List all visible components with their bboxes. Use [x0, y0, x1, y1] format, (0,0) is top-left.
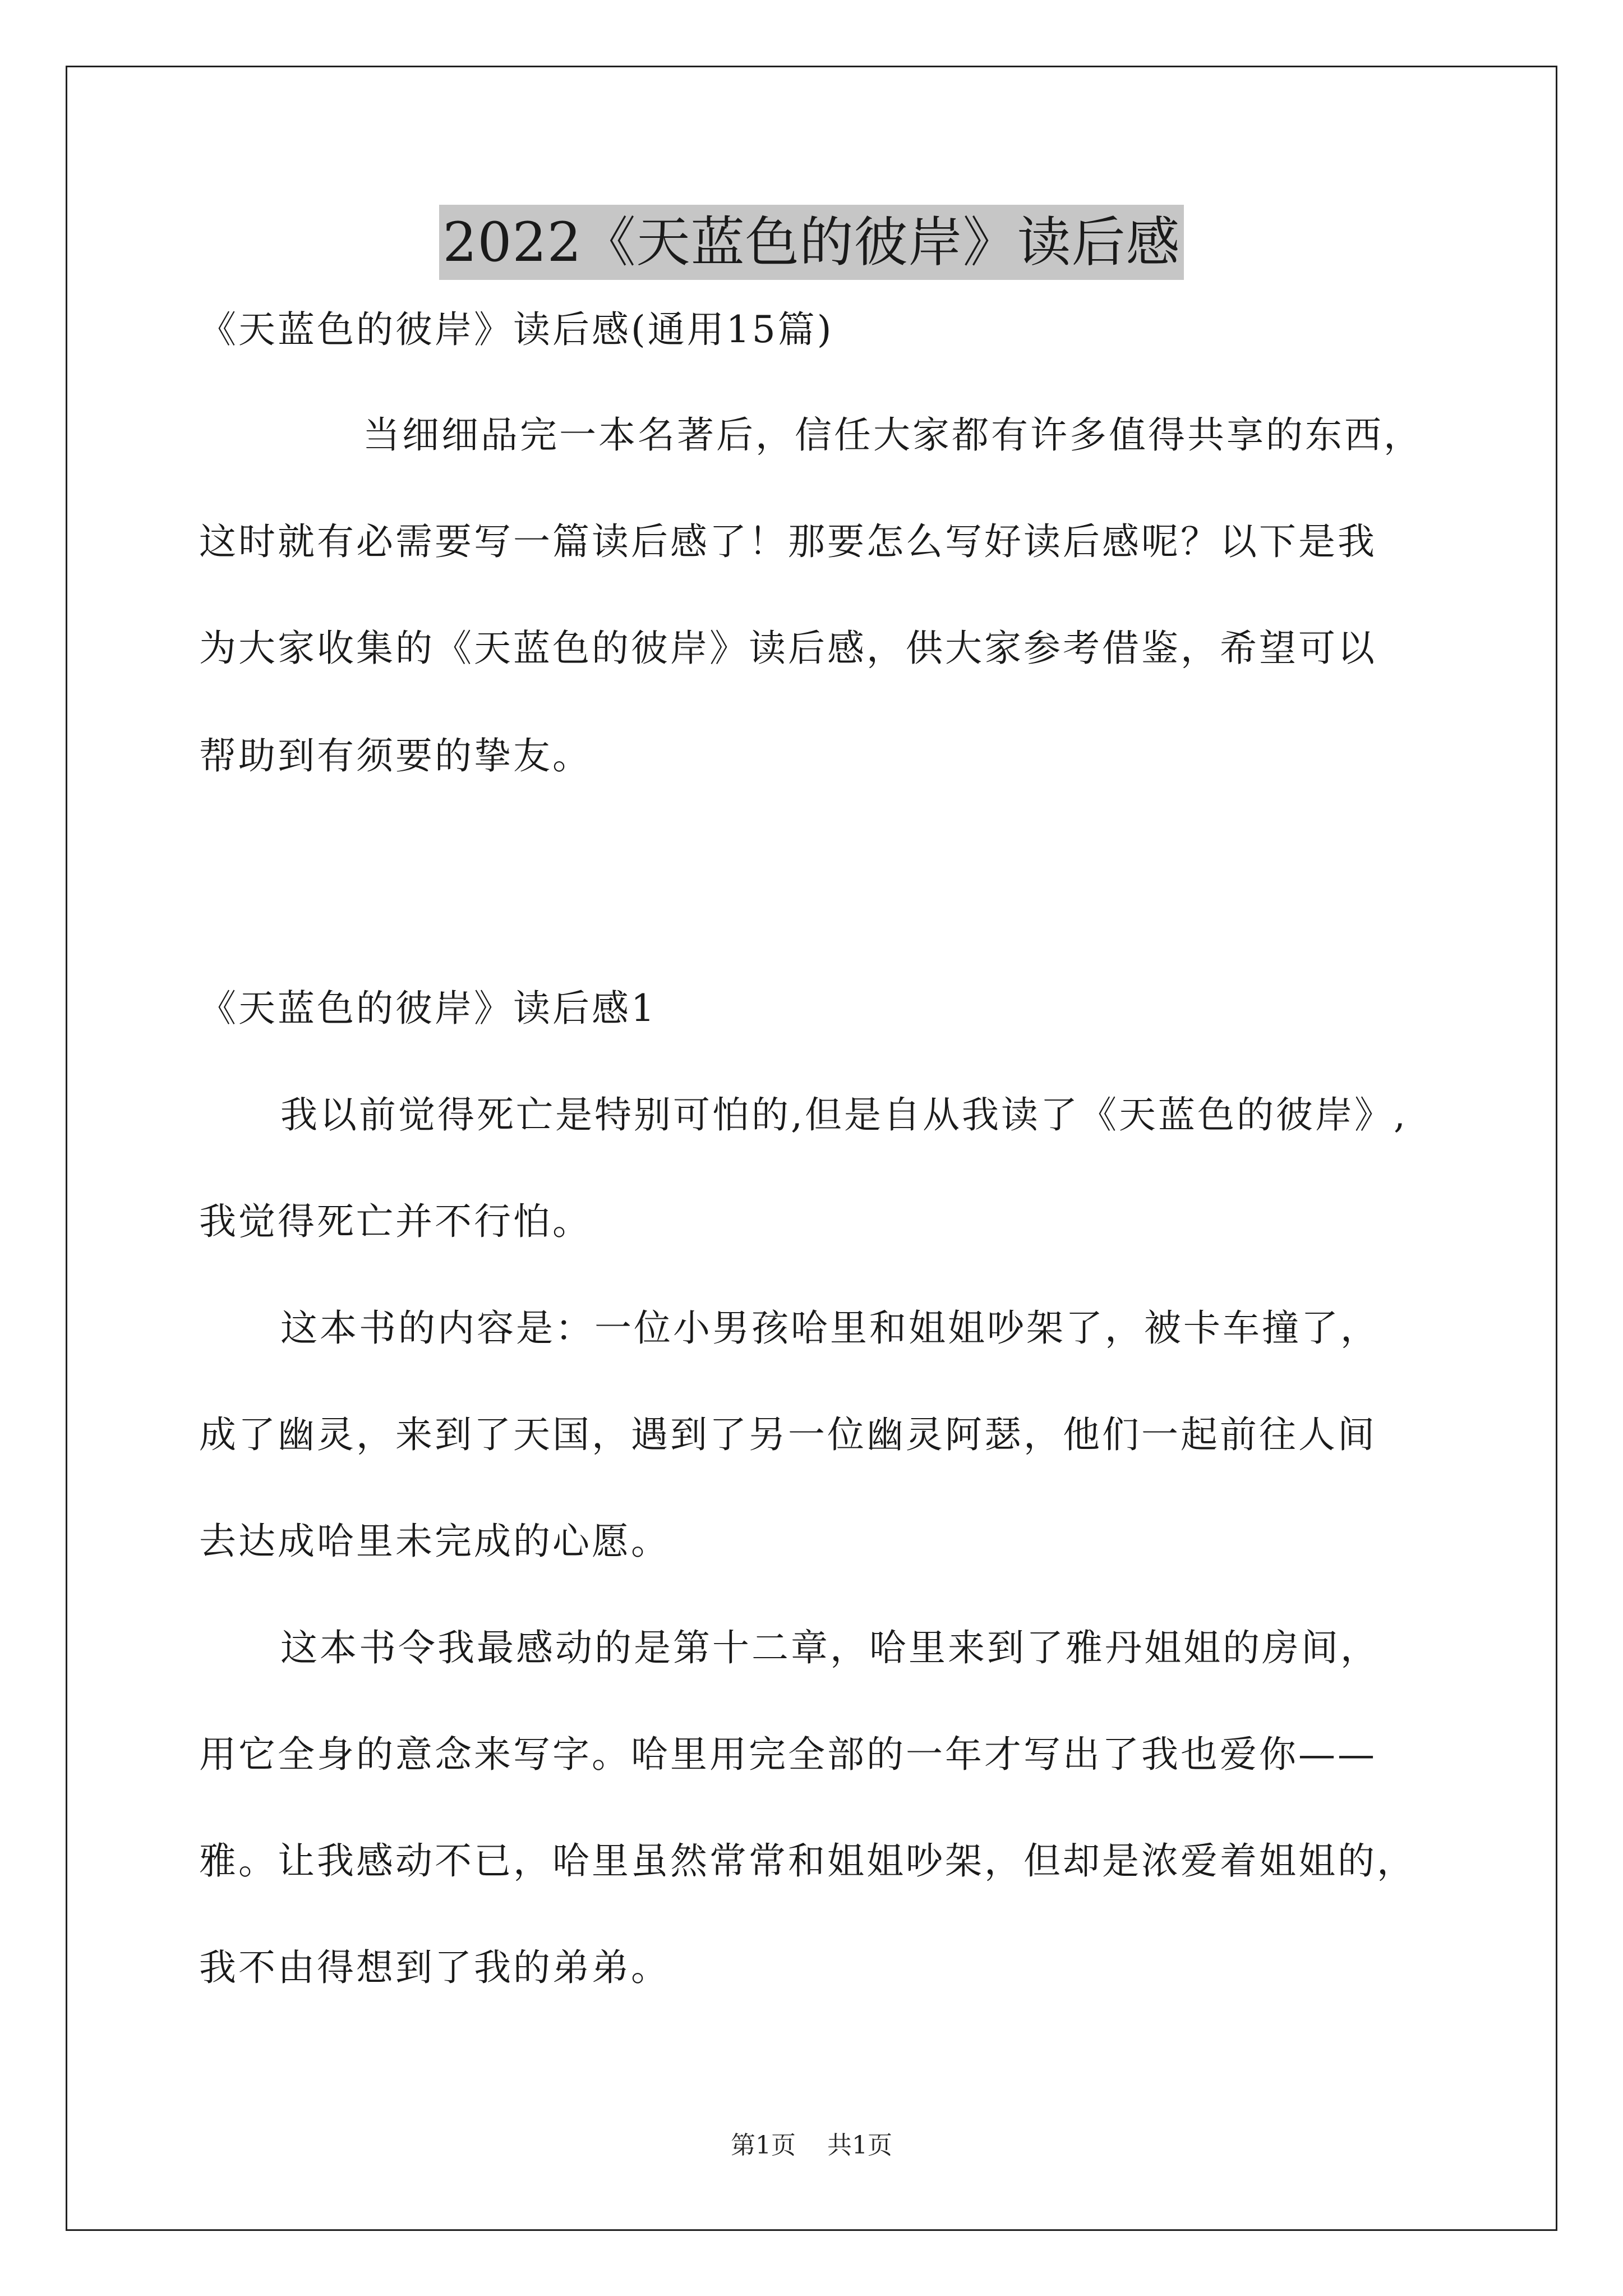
paragraph-2-line-3: 去达成哈里未完成的心愿。: [199, 1520, 670, 1563]
page-footer: [0, 2129, 1623, 2162]
paragraph-3-line-1: 这本书令我最感动的是第十二章，哈里来到了雅丹姐姐的房间，: [280, 1626, 1380, 1669]
section-heading: 《天蓝色的彼岸》读后感1: [199, 987, 657, 1030]
page-border: [66, 66, 1557, 2231]
intro-line-3: 为大家收集的《天蓝色的彼岸》读后感，供大家参考借鉴，希望可以: [199, 627, 1377, 670]
paragraph-1-line-2: 我觉得死亡并不行怕。: [199, 1200, 592, 1243]
paragraph-3-line-4: 我不由得想到了我的弟弟。: [199, 1946, 670, 1989]
intro-line-2: 这时就有必需要写一篇读后感了！那要怎么写好读后感呢？以下是我: [199, 520, 1377, 563]
intro-line-4: 帮助到有须要的挚友。: [199, 734, 592, 777]
page-number-total: 共1页: [827, 2131, 892, 2160]
paragraph-3-line-3: 雅。让我感动不已，哈里虽然常常和姐姐吵架，但却是浓爱着姐姐的，: [199, 1839, 1416, 1883]
intro-line-1: 当细细品完一本名著后，信任大家都有许多值得共享的东西，: [363, 413, 1423, 457]
paragraph-2-line-1: 这本书的内容是：一位小男孩哈里和姐姐吵架了，被卡车撞了，: [280, 1306, 1380, 1350]
document-title: 2022《天蓝色的彼岸》读后感: [439, 205, 1183, 280]
subtitle-line: 《天蓝色的彼岸》读后感(通用15篇): [199, 308, 834, 351]
title-wrap: [0, 205, 1623, 280]
paragraph-1-line-1: 我以前觉得死亡是特别可怕的,但是自从我读了《天蓝色的彼岸》,: [280, 1093, 1408, 1137]
paragraph-2-line-2: 成了幽灵，来到了天国，遇到了另一位幽灵阿瑟，他们一起前往人间: [199, 1413, 1377, 1456]
page-number-current: 第1页: [731, 2131, 796, 2160]
paragraph-3-line-2: 用它全身的意念来写字。哈里用完全部的一年才写出了我也爱你——: [199, 1733, 1377, 1776]
